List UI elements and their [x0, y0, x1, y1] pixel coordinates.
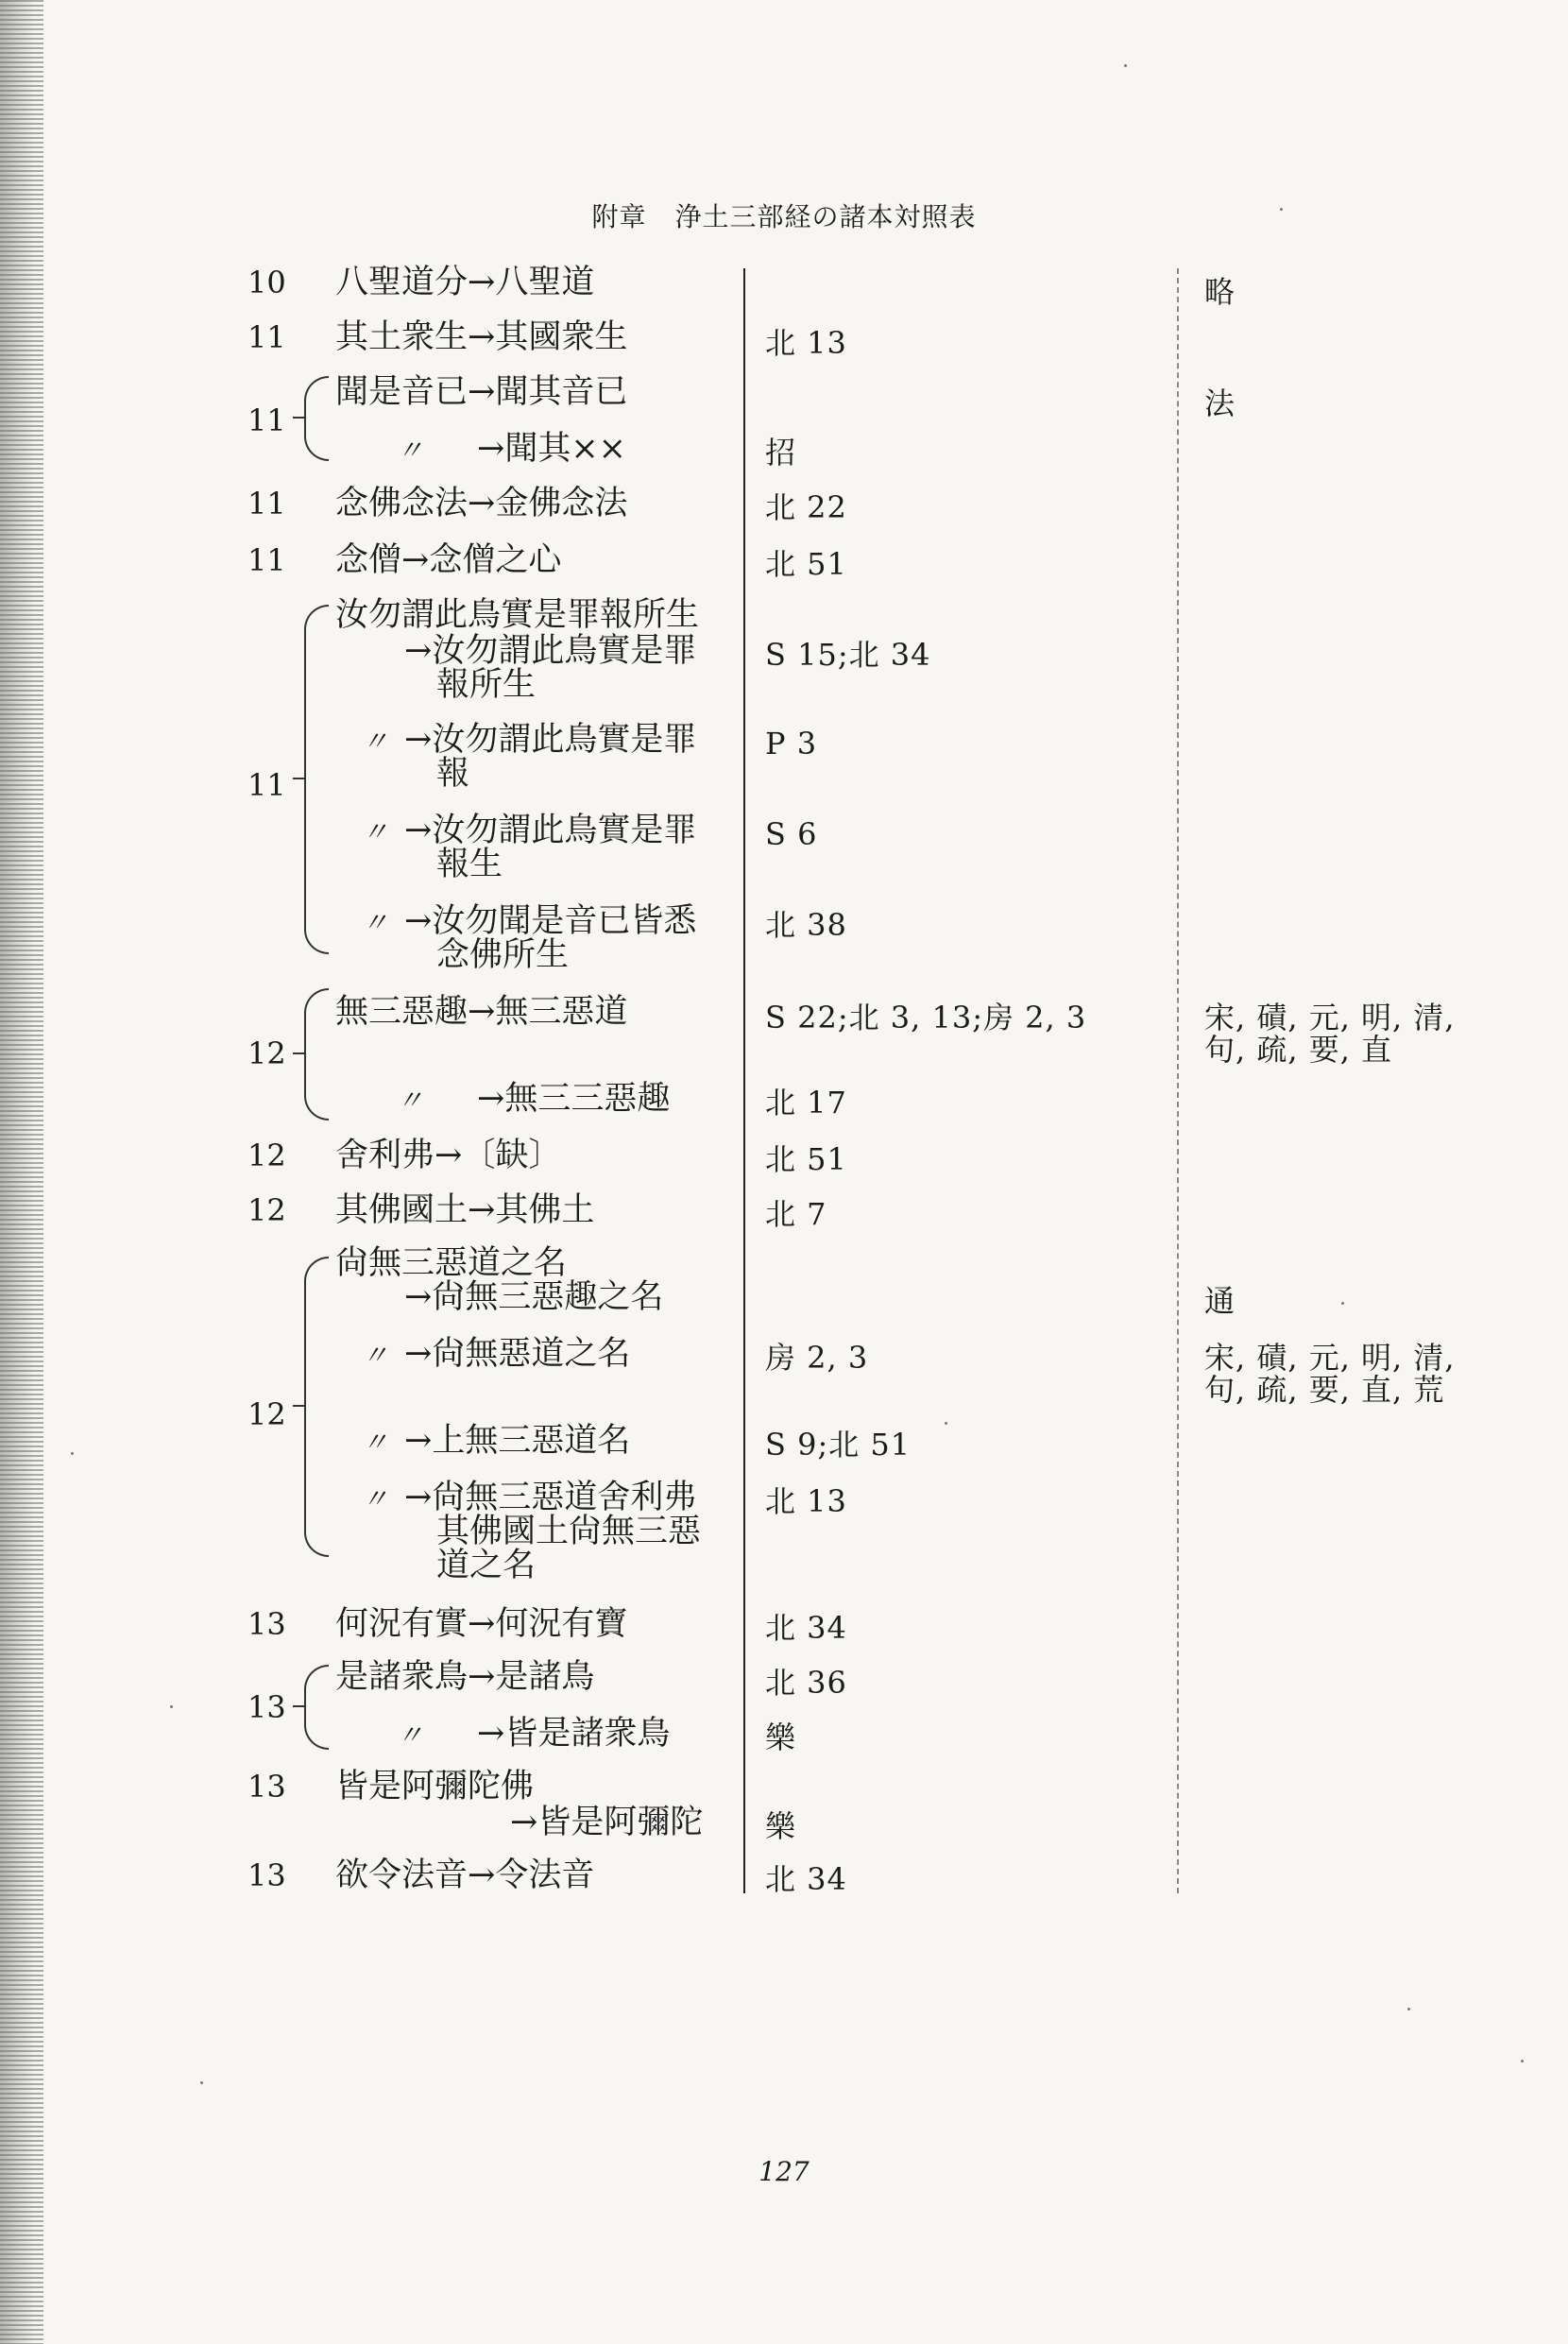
row-13-line-1: 皆是阿彌陀佛	[335, 1768, 535, 1805]
row-14-text: 欲令法音→令法音	[335, 1856, 595, 1894]
page-number: 127	[758, 2156, 810, 2187]
scan-speck	[71, 1452, 74, 1455]
row-8-text: 舍利弗→〔缺〕	[335, 1137, 562, 1174]
row-6-variant-a-line-1: →汝勿謂此鳥實是罪	[404, 632, 697, 670]
row-6-variant-b-line-1: →汝勿謂此鳥實是罪	[404, 721, 697, 759]
row-10-variant-d-line-3: 道之名	[436, 1547, 537, 1584]
row-6-variant-d-refs: 北 38	[765, 907, 847, 943]
row-3-notes: 法	[1204, 385, 1236, 421]
row-12-number: 13	[247, 1689, 286, 1725]
row-6-head: 汝勿謂此鳥實是罪報所生	[335, 596, 700, 634]
scan-speck	[1124, 64, 1127, 67]
row-1-text: 八聖道分→八聖道	[335, 264, 595, 301]
row-2-text: 其土衆生→其國衆生	[335, 318, 628, 356]
scan-speck	[1341, 1302, 1344, 1305]
row-3-line-1: 聞是音已→聞其音已	[335, 373, 628, 411]
row-6-variant-c-refs: S 6	[765, 816, 818, 852]
row-10-variant-b-refs: 房 2, 3	[765, 1340, 869, 1376]
row-10-variant-c-refs: S 9;北 51	[765, 1427, 912, 1463]
row-7-refs-1: S 22;北 3, 13;房 2, 3	[765, 1000, 1087, 1035]
row-10-variant-b-notes-line-1: 宋, 磧, 元, 明, 清,	[1204, 1340, 1456, 1376]
row-6-variant-c-line-2: 報生	[436, 846, 503, 883]
row-2-number: 11	[247, 319, 286, 355]
row-10-variant-d-line-1: →尙無三惡道舍利弗	[404, 1479, 697, 1516]
column-divider-refs	[743, 268, 745, 1893]
row-13-refs: 樂	[765, 1808, 797, 1844]
row-11-text: 何況有實→何況有寶	[335, 1605, 628, 1643]
row-10-variant-d-line-2: 其佛國土尙無三惡	[436, 1513, 702, 1550]
row-4-number: 11	[247, 486, 286, 522]
row-10-brace	[304, 1257, 329, 1557]
row-5-refs: 北 51	[765, 546, 847, 582]
row-11-refs: 北 34	[765, 1610, 847, 1646]
row-8-refs: 北 51	[765, 1141, 847, 1177]
row-6-variant-d-line-1: →汝勿聞是音已皆悉	[404, 902, 697, 940]
row-7-ditto-mark: 〃	[397, 1085, 424, 1116]
row-10-variant-a-notes: 通	[1204, 1283, 1236, 1319]
row-3-refs: 招	[765, 435, 797, 471]
row-6-variant-d-ditto: 〃	[362, 907, 389, 938]
row-7-number: 12	[247, 1035, 286, 1071]
row-6-variant-b-ditto: 〃	[362, 726, 389, 757]
row-2-refs: 北 13	[765, 325, 847, 361]
row-3-ditto-mark: 〃	[397, 435, 424, 466]
scan-speck	[170, 1705, 173, 1708]
row-6-variant-d-line-2: 念佛所生	[436, 936, 570, 974]
row-10-variant-b-ditto: 〃	[362, 1340, 389, 1371]
row-11-number: 13	[247, 1606, 286, 1642]
column-divider-notes	[1177, 268, 1179, 1893]
row-3-number: 11	[247, 402, 286, 438]
row-7-refs-2: 北 17	[765, 1085, 847, 1121]
row-12-ditto-mark: 〃	[397, 1720, 424, 1751]
scan-speck	[200, 2081, 203, 2084]
row-12-line-2: →皆是諸衆鳥	[477, 1715, 671, 1753]
row-12-brace	[304, 1665, 329, 1750]
row-1-notes: 略	[1204, 274, 1236, 310]
row-10-variant-d-ditto: 〃	[362, 1483, 389, 1514]
row-4-refs: 北 22	[765, 489, 847, 525]
scan-speck	[1521, 2060, 1524, 2062]
row-14-number: 13	[247, 1857, 286, 1893]
header-title: 浄土三部経の諸本対照表	[674, 201, 977, 232]
row-6-variant-c-line-1: →汝勿謂此鳥實是罪	[404, 812, 697, 849]
row-6-variant-a-line-2: 報所生	[436, 666, 537, 704]
row-4-text: 念佛念法→金佛念法	[335, 485, 628, 522]
row-14-refs: 北 34	[765, 1861, 847, 1897]
row-6-variant-c-ditto: 〃	[362, 816, 389, 847]
row-8-number: 12	[247, 1138, 286, 1173]
row-10-number: 12	[247, 1396, 286, 1432]
row-10-variant-c-ditto: 〃	[362, 1427, 389, 1458]
row-6-variant-a-refs: S 15;北 34	[765, 637, 931, 673]
row-13-line-2: →皆是阿彌陀	[510, 1804, 704, 1841]
row-12-refs-2: 樂	[765, 1720, 797, 1755]
header-chapter: 附章	[591, 201, 647, 232]
row-6-number: 11	[247, 767, 286, 803]
row-12-line-1: 是諸衆鳥→是諸鳥	[335, 1658, 595, 1696]
row-9-number: 12	[247, 1192, 286, 1228]
row-6-variant-b-refs: P 3	[765, 726, 818, 761]
row-10-variant-b: →尙無惡道之名	[404, 1335, 631, 1373]
row-3-brace	[304, 376, 329, 461]
scan-speck	[1407, 2008, 1410, 2010]
page-header	[0, 197, 1568, 234]
row-7-line-1: 無三惡趣→無三惡道	[335, 993, 628, 1031]
row-3-line-2: →聞其××	[477, 430, 626, 468]
row-5-number: 11	[247, 542, 286, 578]
row-9-refs: 北 7	[765, 1196, 827, 1232]
row-10-head: 尙無三惡道之名	[335, 1244, 568, 1282]
row-5-text: 念僧→念僧之心	[335, 541, 562, 579]
row-7-notes-line-2: 句, 疏, 要, 直	[1204, 1032, 1393, 1068]
row-1-number: 10	[247, 265, 286, 300]
row-12-refs-1: 北 36	[765, 1665, 847, 1701]
row-10-variant-b-notes-line-2: 句, 疏, 要, 直, 荒	[1204, 1372, 1445, 1408]
row-10-variant-d-refs: 北 13	[765, 1483, 847, 1519]
scan-speck	[945, 1422, 947, 1425]
scan-speck	[1280, 208, 1283, 211]
row-7-line-2: →無三三惡趣	[477, 1080, 671, 1118]
row-6-variant-b-line-2: 報	[436, 755, 470, 793]
row-10-variant-c: →上無三惡道名	[404, 1422, 631, 1460]
row-13-number: 13	[247, 1769, 286, 1805]
row-7-notes-line-1: 宋, 磧, 元, 明, 清,	[1204, 1000, 1456, 1035]
row-10-variant-a: →尙無三惡趣之名	[404, 1278, 664, 1316]
row-7-brace	[304, 988, 329, 1121]
row-9-text: 其佛國土→其佛土	[335, 1191, 595, 1229]
row-6-brace	[304, 605, 329, 954]
scan-edge-shadow	[0, 0, 43, 2344]
